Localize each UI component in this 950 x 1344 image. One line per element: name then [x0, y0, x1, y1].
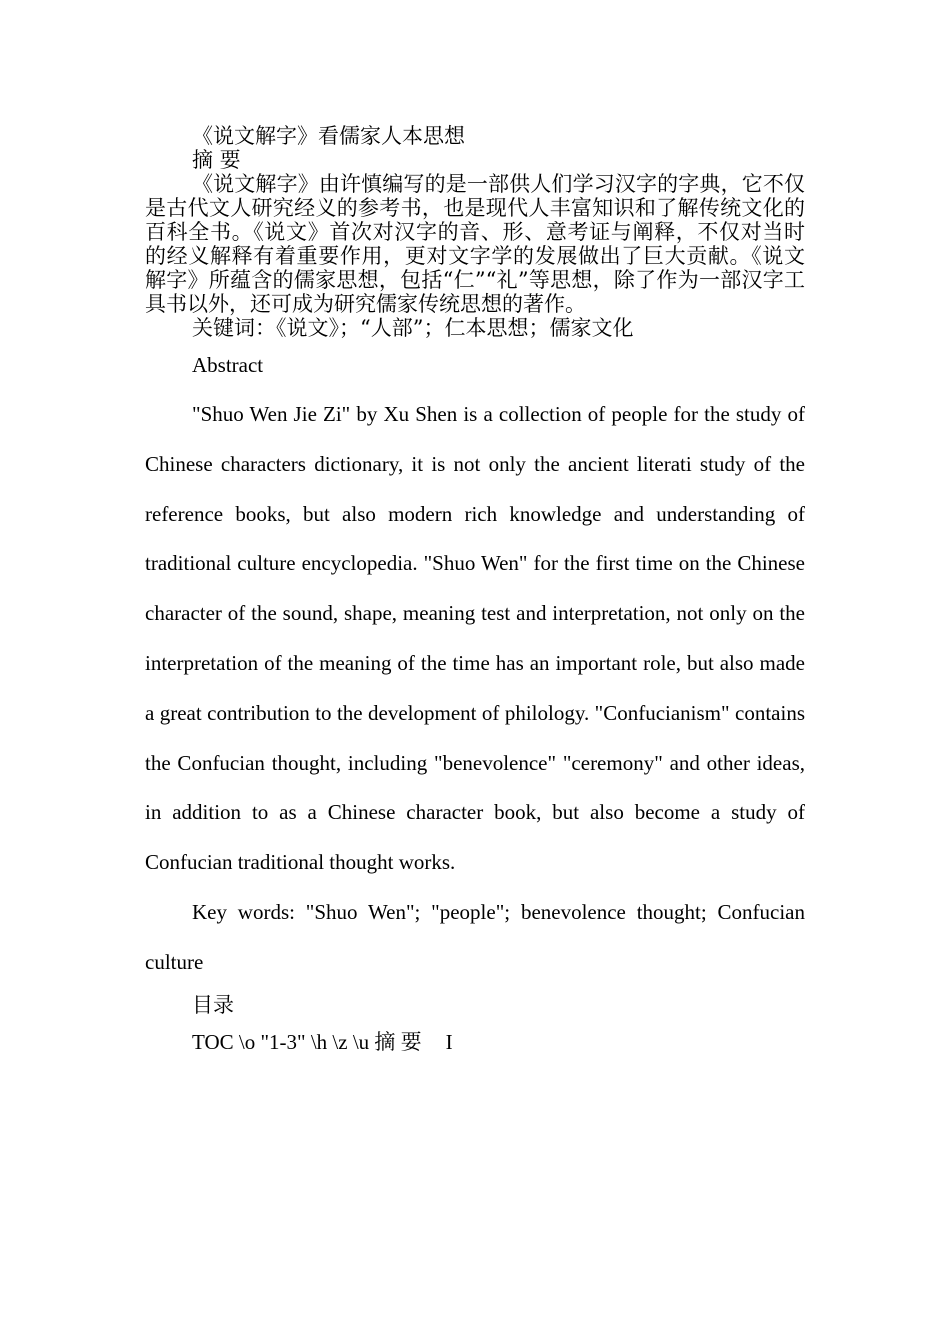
abstract-en-body: "Shuo Wen Jie Zi" by Xu Shen is a collection of people for the study of Chinese characters dictionary, it is not only the ancient literati study of the reference books, but also modern rich knowledge and understanding of traditional culture encyclopedia. "Shuo Wen" for the first time on the Chinese character of the sound, shape, meaning test and interpretation, not only on the interpretation of the meaning of the time has an important role, but also made a great contribution to the development of philology. "Confucianism" contains the Confucian thought, including "benevolence" "ceremony" and other ideas, in addition to as a Chinese character book, but also become a study of Confucian traditional thought works.: [145, 402, 805, 875]
abstract-cn-body: 《说文解字》由许慎编写的是一部供人们学习汉字的字典，它不仅是古代文人研究经义的参考书，也是现代人丰富知识和了解传统文化的百科全书。《说文》首次对汉字的音、形、意考证与阐释，不仅对当时的经义解释有着重要作用，更对文字学的发展做出了巨大贡献。《说文解字》所蕴含的儒家思想，包括“仁”“礼”等思想，除了作为一部汉字工具书以外，还可成为研究儒家传统思想的著作。: [145, 172, 805, 316]
toc-page-number: I: [445, 1029, 453, 1054]
abstract-cn-heading: 摘 要: [192, 148, 241, 172]
abstract-en-heading: Abstract: [192, 353, 264, 377]
toc-entry[interactable]: [145, 1022, 805, 1062]
document-page: [145, 120, 805, 1062]
toc-heading: 目录: [192, 992, 234, 1017]
toc-field-code: TOC \o "1-3" \h \z \u 摘 要: [192, 1029, 422, 1054]
keywords-en: Key words: "Shuo Wen"; "people"; benevolence thought; Confucian culture: [145, 899, 805, 974]
document-title: 《说文解字》看儒家人本思想: [192, 124, 465, 148]
keywords-cn: 关键词：《说文》；“人部”；仁本思想；儒家文化: [192, 316, 634, 340]
